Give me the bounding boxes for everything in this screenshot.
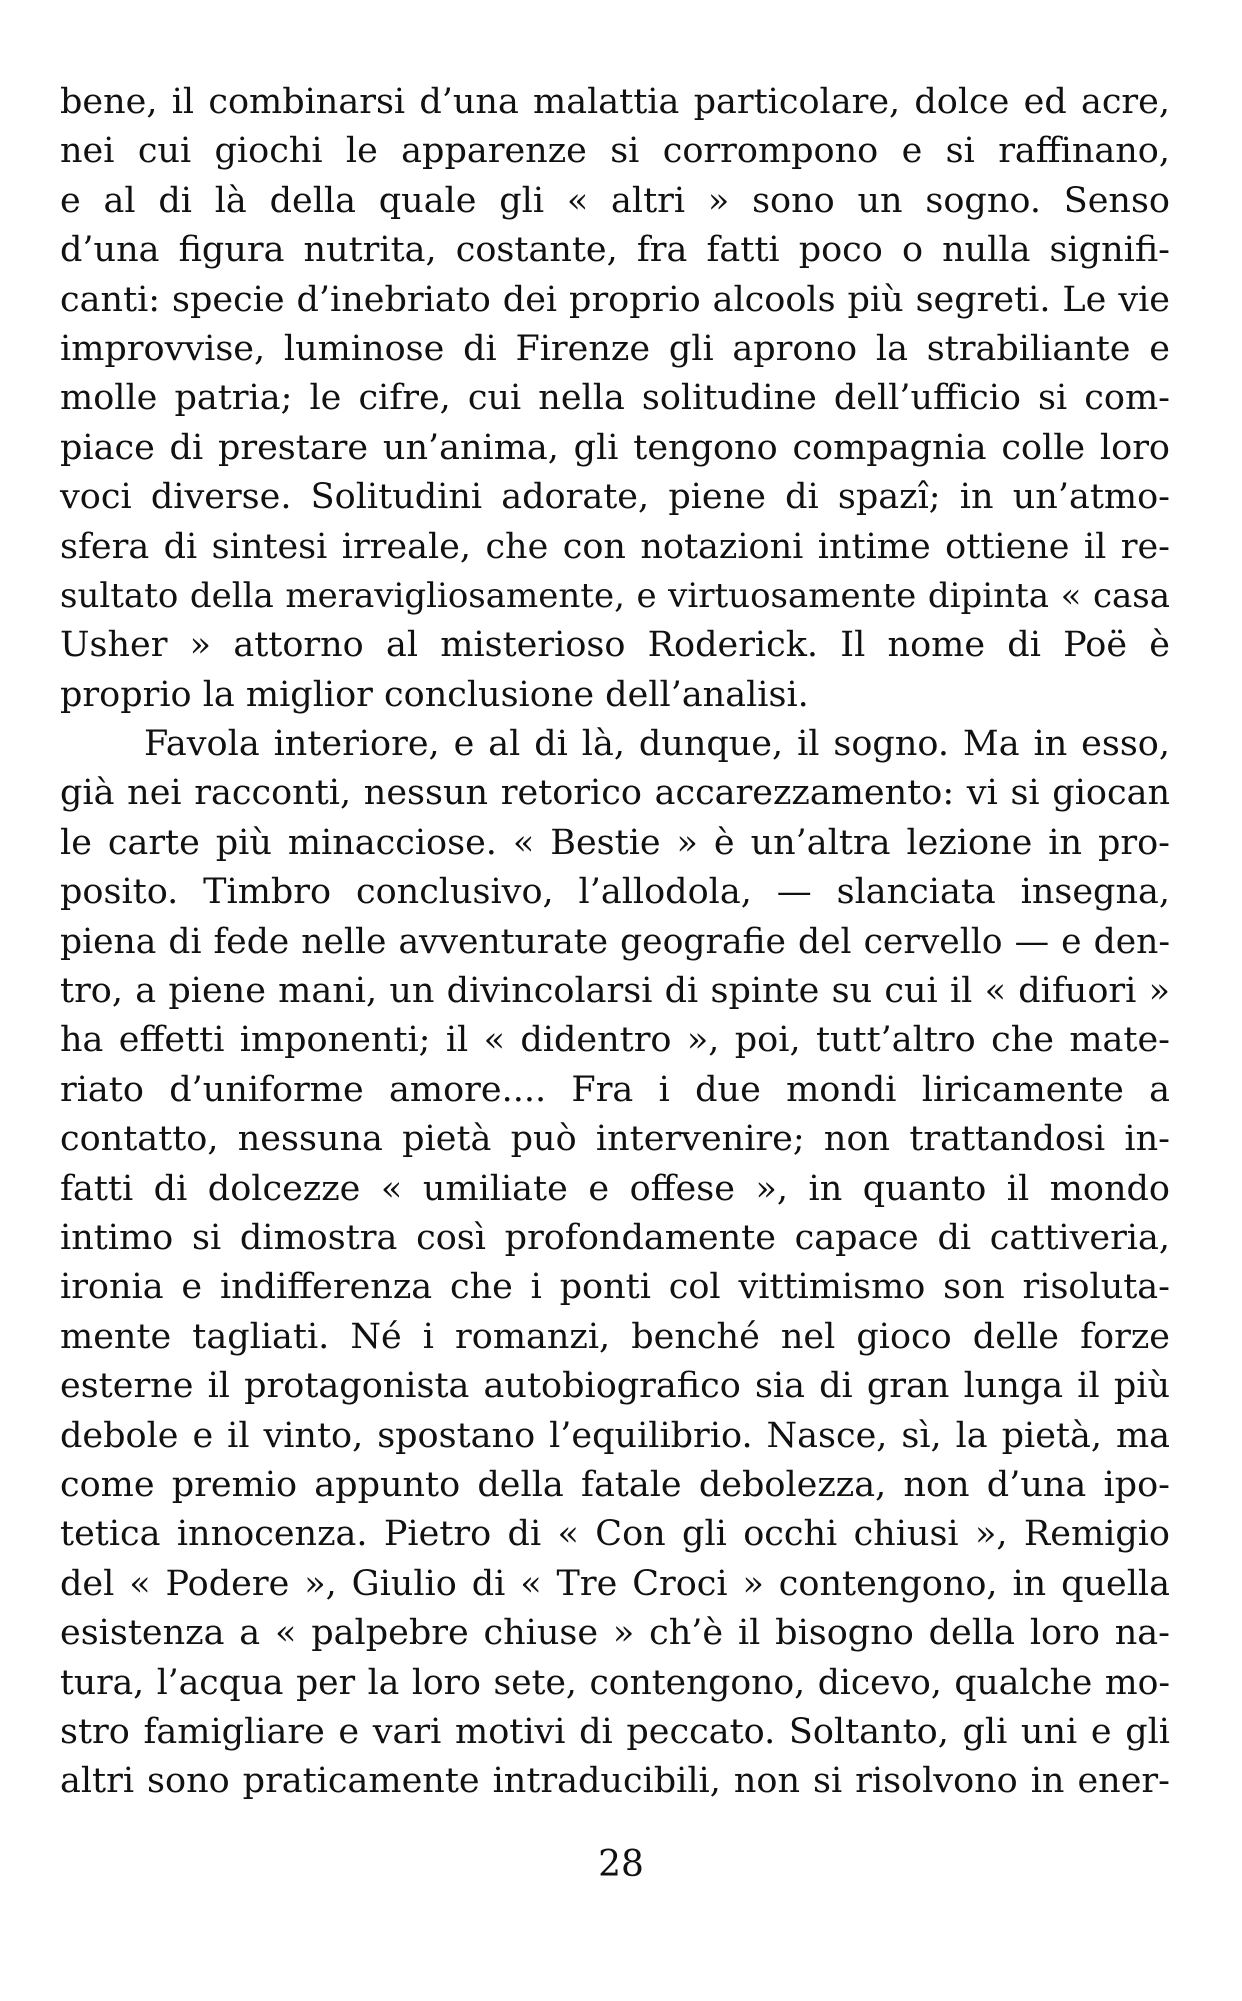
text-line: proprio la miglior conclusione dell’analisi.	[60, 674, 809, 715]
page-number: 28	[598, 1844, 644, 1885]
text-line: improvvise, luminose di Firenze gli aprono la strabiliante e	[60, 328, 1170, 369]
text-line: e al di là della quale gli « altri » sono un sogno. Senso	[60, 180, 1170, 221]
text-line: sfera di sintesi irreale, che con notazioni intime ottiene il re-	[60, 526, 1170, 567]
text-line: debole e il vinto, spostano l’equilibrio. Nasce, sì, la pietà, ma	[60, 1415, 1170, 1456]
text-line: Usher » attorno al misterioso Roderick. Il nome di Poë è	[60, 625, 1170, 666]
text-line: esistenza a « palpebre chiuse » ch’è il bisogno della loro na-	[60, 1613, 1170, 1654]
text-line: come premio appunto della fatale debolezza, non d’una ipo-	[60, 1464, 1170, 1505]
text-line: Favola interiore, e al di là, dunque, il sogno. Ma in esso,	[144, 724, 1170, 765]
text-line: piena di fede nelle avventurate geografie del cervello — e den-	[60, 921, 1170, 962]
text-line: nei cui giochi le apparenze si corrompono e si raffinano,	[60, 131, 1170, 172]
text-line: riato d’uniforme amore.... Fra i due mondi liricamente a	[60, 1069, 1170, 1110]
text-line: posito. Timbro conclusivo, l’allodola, — slanciata insegna,	[60, 872, 1170, 913]
text-line: altri sono praticamente intraducibili, non si risolvono in ener-	[60, 1761, 1170, 1802]
text-line: già nei racconti, nessun retorico accarezzamento: vi si giocan	[60, 773, 1170, 814]
text-line: esterne il protagonista autobiografico sia di gran lunga il più	[60, 1366, 1170, 1407]
text-line: sultato della meravigliosamente, e virtuosamente dipinta « casa	[60, 575, 1170, 616]
text-line: ha effetti imponenti; il « didentro », poi, tutt’altro che mate-	[60, 1020, 1170, 1061]
text-line: piace di prestare un’anima, gli tengono compagnia colle loro	[60, 427, 1170, 468]
text-line: bene, il combinarsi d’una malattia particolare, dolce ed acre,	[60, 82, 1170, 122]
text-line: le carte più minacciose. « Bestie » è un’altra lezione in pro-	[60, 822, 1170, 863]
text-line: tro, a piene mani, un divincolarsi di spinte su cui il « difuori »	[60, 971, 1170, 1012]
text-line: ironia e indifferenza che i ponti col vittimismo son risoluta-	[60, 1267, 1170, 1308]
text-line: stro famigliare e vari motivi di peccato. Soltanto, gli uni e gli	[60, 1711, 1170, 1752]
text-line: del « Podere », Giulio di « Tre Croci » contengono, in quella	[60, 1563, 1170, 1604]
text-line: d’una figura nutrita, costante, fra fatti poco o nulla signifi-	[60, 230, 1170, 271]
text-line: tura, l’acqua per la loro sete, contengono, dicevo, qualche mo-	[60, 1662, 1170, 1703]
body-text	[60, 78, 1170, 1807]
text-line: contatto, nessuna pietà può intervenire; non trattandosi in-	[60, 1119, 1170, 1160]
text-line: mente tagliati. Né i romanzi, benché nel gioco delle forze	[60, 1316, 1170, 1357]
text-line: fatti di dolcezze « umiliate e offese », in quanto il mondo	[60, 1168, 1170, 1209]
text-line: voci diverse. Solitudini adorate, piene di spazî; in un’atmo-	[60, 477, 1170, 518]
text-line: molle patria; le cifre, cui nella solitudine dell’ufficio si com-	[60, 378, 1170, 419]
text-line: intimo si dimostra così profondamente capace di cattiveria,	[60, 1217, 1170, 1258]
text-line: tetica innocenza. Pietro di « Con gli occhi chiusi », Remigio	[60, 1514, 1170, 1555]
text-line: canti: specie d’inebriato dei proprio alcools più segreti. Le vie	[60, 279, 1170, 320]
